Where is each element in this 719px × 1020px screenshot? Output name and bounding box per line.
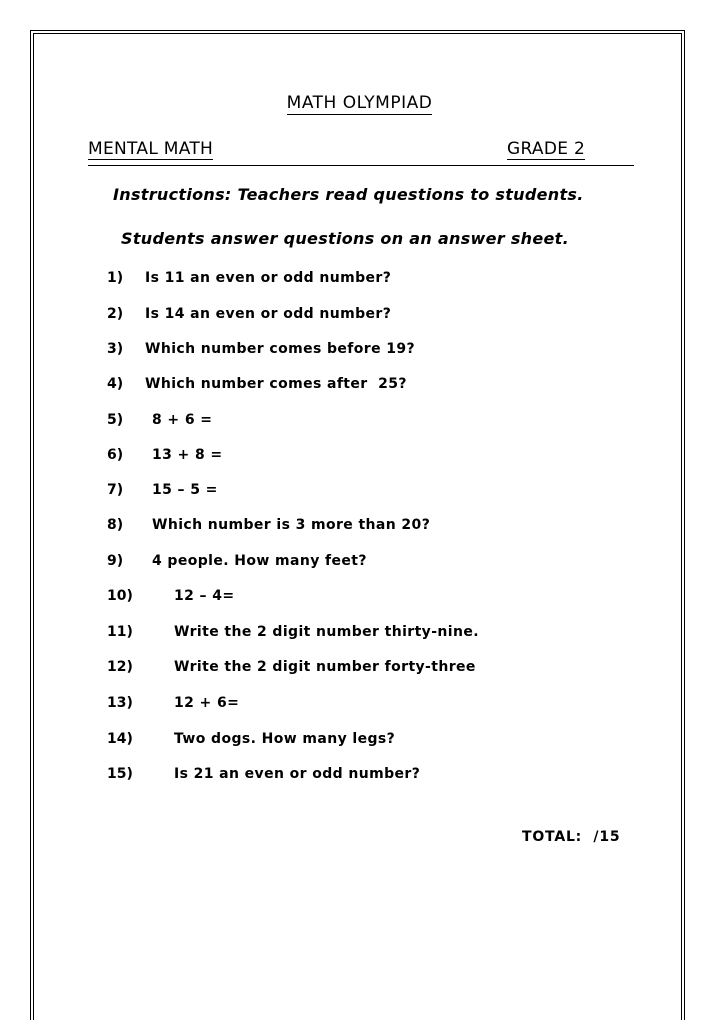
question-number: 4) (107, 376, 124, 392)
question-text: 4 people. How many feet? (152, 553, 367, 569)
question-number: 11) (107, 624, 133, 640)
subject-heading-text: MENTAL MATH (88, 139, 214, 159)
question-number: 13) (107, 695, 133, 711)
question-text: Which number comes after 25? (145, 376, 407, 392)
question-number: 6) (107, 447, 124, 463)
question-number: 2) (107, 306, 124, 322)
header-divider (88, 165, 634, 166)
instructions-line-1: Instructions: Teachers read questions to students. (113, 185, 584, 204)
question-number: 15) (107, 766, 133, 782)
grade-heading-text: GRADE 2 (507, 139, 586, 159)
instructions-line-2: Students answer questions on an answer sheet. (121, 229, 569, 248)
question-number: 3) (107, 341, 124, 357)
question-number: 9) (107, 553, 124, 569)
question-text: Which number is 3 more than 20? (152, 517, 431, 533)
page-title (0, 93, 719, 113)
question-number: 5) (107, 412, 124, 428)
question-text: Two dogs. How many legs? (174, 731, 396, 747)
question-text: Write the 2 digit number forty-three (174, 659, 476, 675)
question-text: 12 – 4= (174, 588, 235, 604)
question-number: 1) (107, 270, 124, 286)
subject-heading (88, 139, 213, 159)
question-text: Which number comes before 19? (145, 341, 416, 357)
question-number: 8) (107, 517, 124, 533)
question-text: 15 – 5 = (152, 482, 218, 498)
total-score: TOTAL: /15 (522, 829, 621, 845)
question-text: Is 14 an even or odd number? (145, 306, 392, 322)
question-text: 13 + 8 = (152, 447, 223, 463)
grade-heading (507, 139, 585, 159)
question-text: Is 11 an even or odd number? (145, 270, 392, 286)
question-text: Is 21 an even or odd number? (174, 766, 421, 782)
question-number: 12) (107, 659, 133, 675)
question-text: Write the 2 digit number thirty-nine. (174, 624, 479, 640)
question-number: 7) (107, 482, 124, 498)
question-number: 14) (107, 731, 133, 747)
question-text: 8 + 6 = (152, 412, 213, 428)
question-number: 10) (107, 588, 133, 604)
page-title-text: MATH OLYMPIAD (286, 93, 433, 113)
question-text: 12 + 6= (174, 695, 240, 711)
